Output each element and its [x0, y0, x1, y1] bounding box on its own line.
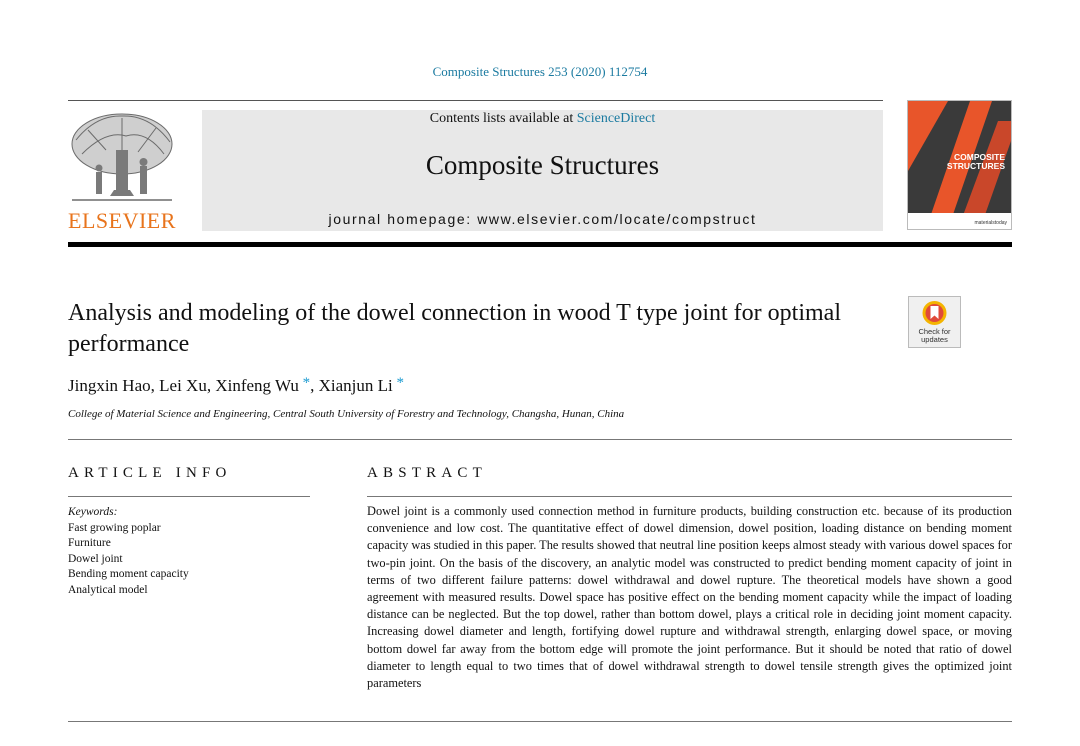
journal-homepage[interactable]: journal homepage: www.elsevier.com/locate/compstruct — [328, 211, 757, 227]
article-info-rule — [68, 496, 310, 497]
crossmark-icon — [909, 297, 960, 329]
author-name[interactable]: Xianjun Li — [318, 376, 393, 395]
author-list — [68, 375, 404, 396]
author-name[interactable]: Lei Xu — [159, 376, 207, 395]
abstract-heading: ABSTRACT — [367, 465, 487, 481]
keywords-block — [68, 505, 189, 599]
article-info-heading: ARTICLE INFO — [68, 465, 232, 481]
contents-line — [202, 111, 883, 127]
elsevier-wordmark: ELSEVIER — [68, 208, 176, 233]
keyword-item: Dowel joint — [68, 552, 123, 565]
author-separator: , — [206, 376, 216, 395]
abstract-text: Dowel joint is a commonly used connection method in furniture products, building construction etc. because of its production convenience and low cost. The quantitative effect of dowel dimension, dowel position, loading distance on bending moment capacity was studied in this paper. The results showed that neutral line position keeps almost steady with various dowel spaces for two-pin joint. On the basis of the discovery, an analytic model was constructed to predict bending moment capacity of joint in terms of two different failure patterns: dowel withdrawal and dowel rupture. The theoretical models have shown a good agreement with measured results. Dowel space has positive effect on the bending moment capacity while the impact of loading distance can be neglected. But the top dowel, rather than bottom dowel, plays a critical role in deciding joint moment capacity. Increasing dowel diameter and length, fortifying dowel rupture and withdrawal strength, enlarging dowel space, or moving bottom dowel far away from the bottom edge will promote the joint performance. But it should be noted that ratio of dowel diameter to length equal to two times that of dowel withdrawal strength to dowel tensile strength gives the optimized joint parameters — [367, 504, 1012, 691]
cover-title: COMPOSITE STRUCTURES — [946, 152, 1005, 171]
keywords-label: Keywords: — [68, 506, 118, 518]
elsevier-logo[interactable] — [66, 110, 178, 234]
corresponding-author-mark[interactable]: * — [392, 375, 404, 391]
contents-prefix: Contents lists available at — [429, 111, 574, 126]
bottom-rule — [68, 721, 1012, 722]
affiliation-rule — [68, 439, 1012, 440]
keyword-item: Analytical model — [68, 583, 148, 596]
cover-footer: materialstoday — [974, 220, 1007, 226]
keyword-item: Bending moment capacity — [68, 568, 189, 581]
keyword-item: Furniture — [68, 537, 111, 550]
paper-title: Analysis and modeling of the dowel connection in wood T type joint for optimal performance — [68, 300, 841, 357]
author-separator: , — [310, 376, 319, 395]
check-updates-label: Check for updates — [918, 327, 951, 344]
journal-title: Composite Structures — [425, 150, 660, 180]
journal-cover[interactable] — [907, 100, 1012, 230]
author-separator: , — [150, 376, 160, 395]
affiliation: College of Material Science and Engineering, Central South University of Forestry and Technology, Changsha, Hunan, China — [68, 408, 625, 420]
masthead-rule — [68, 242, 1012, 247]
journal-banner — [202, 110, 883, 231]
header-rule — [68, 100, 883, 101]
keyword-item: Fast growing poplar — [68, 521, 161, 534]
elsevier-tree-icon — [66, 110, 178, 208]
check-for-updates-button[interactable] — [908, 296, 961, 348]
author-name[interactable]: Jingxin Hao — [68, 376, 151, 395]
author-name[interactable]: Xinfeng Wu — [215, 376, 299, 395]
journal-citation[interactable]: Composite Structures 253 (2020) 112754 — [432, 64, 648, 79]
sciencedirect-link[interactable]: ScienceDirect — [576, 111, 656, 126]
abstract-rule — [367, 496, 1012, 497]
corresponding-author-mark[interactable]: * — [298, 375, 311, 391]
